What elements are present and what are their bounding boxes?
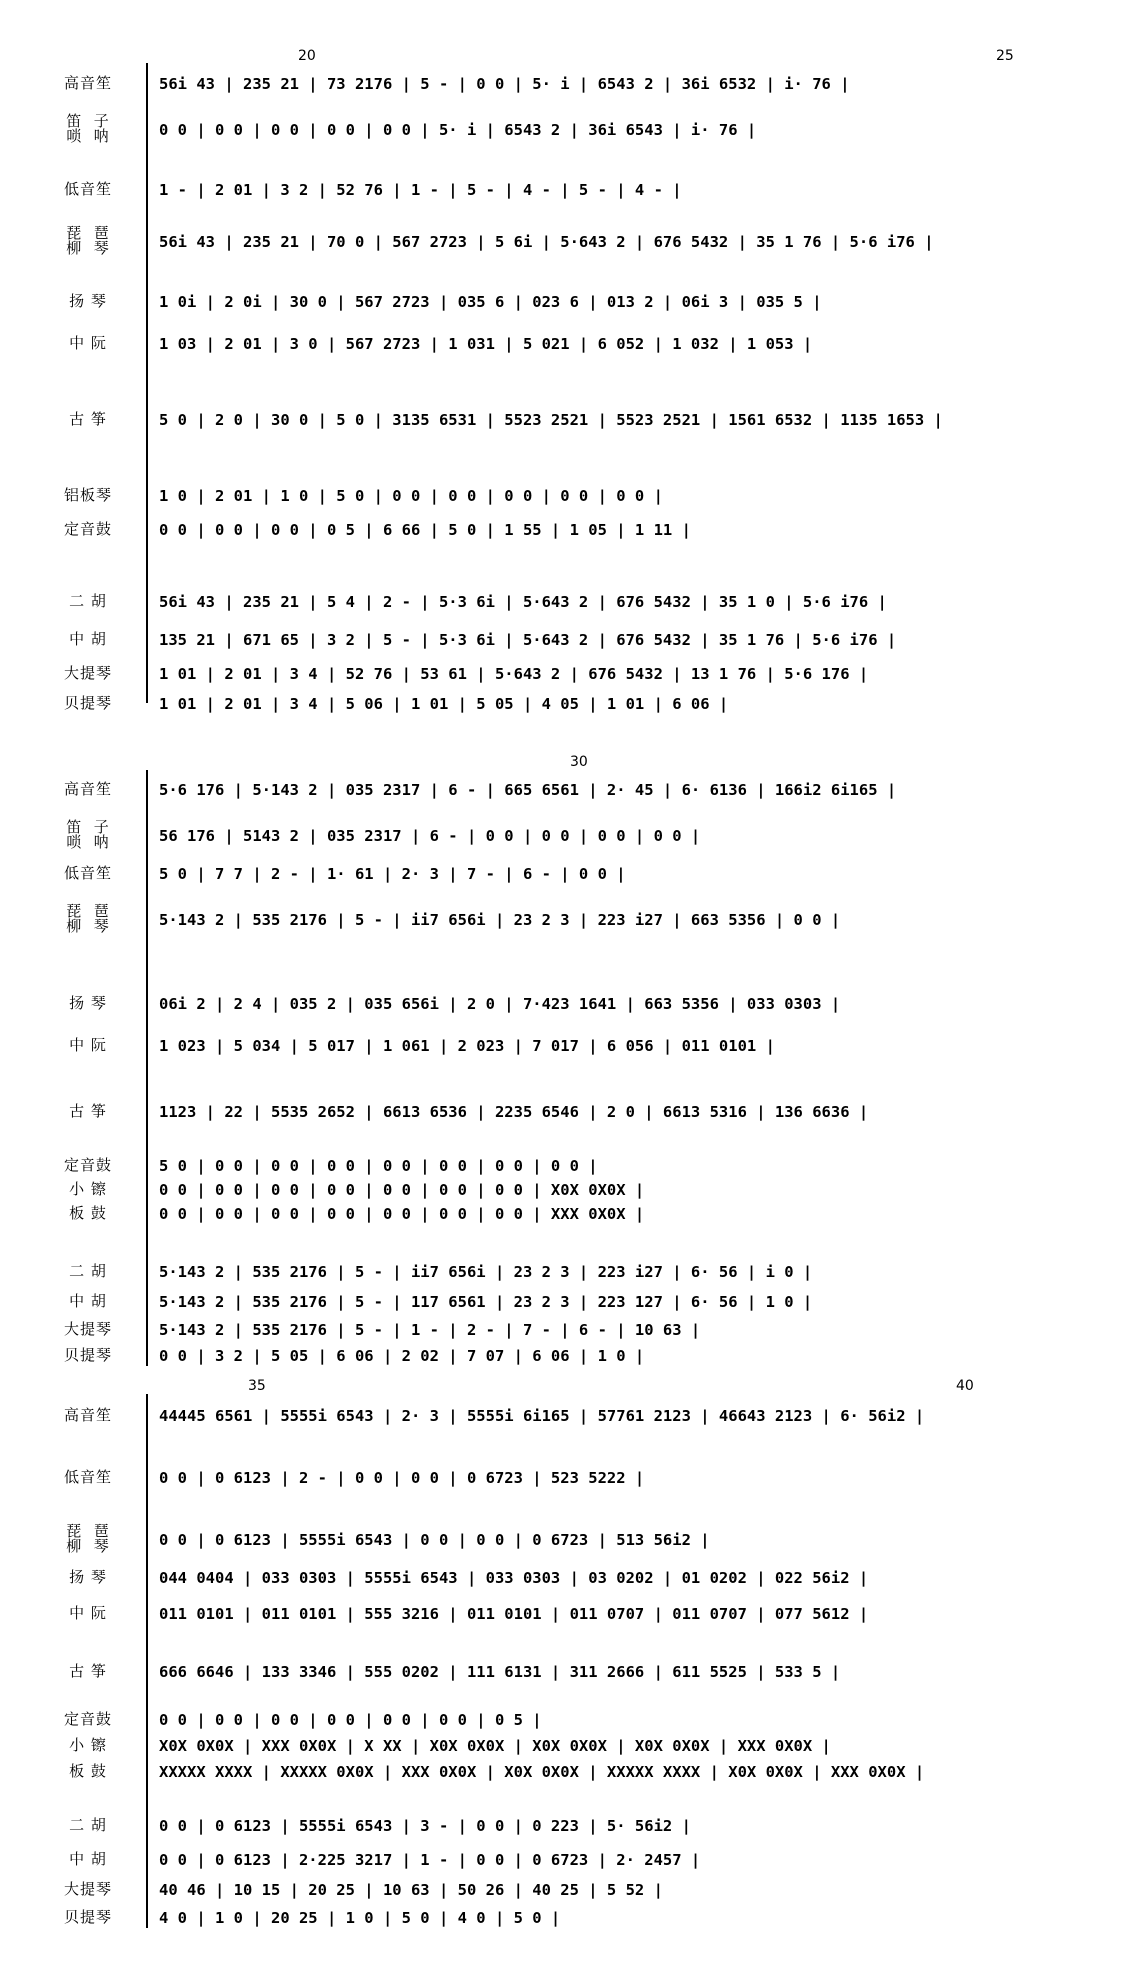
score-system-2 xyxy=(34,754,1102,1380)
instrument-label: 中 胡 xyxy=(69,1292,107,1310)
instrument-label: 板 鼓 xyxy=(69,1762,107,1780)
measure-number-30: 30 xyxy=(570,754,588,770)
notation-line: 44445 6561 | 5555i 6543 | 2· 3 | 5555i 6i165 | 57761 2123 | 46643 2123 | 6· 56i2 | xyxy=(159,1407,925,1425)
staff-row xyxy=(34,1180,1102,1200)
staff-row xyxy=(34,592,1102,612)
notation-line: 0 0 | 0 0 | 0 0 | 0 0 | 0 0 | 0 0 | 0 0 | XXX 0X0X | xyxy=(159,1205,645,1223)
staff-row xyxy=(34,1908,1102,1928)
notation-line: 5·6 176 | 5·143 2 | 035 2317 | 6 - | 665 6561 | 2· 45 | 6· 6136 | 166i2 6i165 | xyxy=(159,781,897,799)
staff-row xyxy=(34,112,1102,145)
notation-line: 0 0 | 3 2 | 5 05 | 6 06 | 2 02 | 7 07 | 6 06 | 1 0 | xyxy=(159,1347,645,1365)
notation-line: 5 0 | 2 0 | 30 0 | 5 0 | 3135 6531 | 5523 2521 | 5523 2521 | 1561 6532 | 1135 1653 | xyxy=(159,411,943,429)
notation-line: 56 176 | 5143 2 | 035 2317 | 6 - | 0 0 | 0 0 | 0 0 | 0 0 | xyxy=(159,827,701,845)
notation-line: 56i 43 | 235 21 | 73 2176 | 5 - | 0 0 | 5· i | 6543 2 | 36i 6532 | i· 76 | xyxy=(159,75,850,93)
notation-line: 135 21 | 671 65 | 3 2 | 5 - | 5·3 6i | 5·643 2 | 676 5432 | 35 1 76 | 5·6 i76 | xyxy=(159,631,897,649)
instrument-label: 小 镲 xyxy=(69,1736,107,1754)
score-page xyxy=(34,30,1102,1940)
staff-row xyxy=(34,902,1102,935)
instrument-label: 贝提琴 xyxy=(63,694,112,712)
instrument-label: 琵 琶 柳 琴 xyxy=(66,902,110,935)
notation-line: 56i 43 | 235 21 | 5 4 | 2 - | 5·3 6i | 5·643 2 | 676 5432 | 35 1 0 | 5·6 i76 | xyxy=(159,593,887,611)
notation-line: X0X 0X0X | XXX 0X0X | X XX | X0X 0X0X | X0X 0X0X | X0X 0X0X | XXX 0X0X | xyxy=(159,1737,831,1755)
instrument-label: 低音笙 xyxy=(63,180,112,198)
instrument-label: 中 阮 xyxy=(69,1036,107,1054)
measure-number-35: 35 xyxy=(248,1378,266,1394)
staff-row xyxy=(34,1880,1102,1900)
notation-line: 1 - | 2 01 | 3 2 | 52 76 | 1 - | 5 - | 4 - | 5 - | 4 - | xyxy=(159,181,682,199)
notation-line: 5 0 | 7 7 | 2 - | 1· 61 | 2· 3 | 7 - | 6 - | 0 0 | xyxy=(159,865,626,883)
instrument-label: 高音笙 xyxy=(63,780,112,798)
instrument-label: 笛 子 唢 呐 xyxy=(66,818,110,851)
notation-line: 1 0 | 2 01 | 1 0 | 5 0 | 0 0 | 0 0 | 0 0 | 0 0 | 0 0 | xyxy=(159,487,663,505)
notation-line: 666 6646 | 133 3346 | 555 0202 | 111 6131 | 311 2666 | 611 5525 | 533 5 | xyxy=(159,1663,841,1681)
instrument-label: 古 筝 xyxy=(69,410,107,428)
notation-line: 4 0 | 1 0 | 20 25 | 1 0 | 5 0 | 4 0 | 5 0 | xyxy=(159,1909,561,1927)
notation-line: 0 0 | 0 6123 | 5555i 6543 | 3 - | 0 0 | 0 223 | 5· 56i2 | xyxy=(159,1817,691,1835)
notation-line: 5·143 2 | 535 2176 | 5 - | ii7 656i | 23 2 3 | 223 i27 | 663 5356 | 0 0 | xyxy=(159,911,841,929)
staff-row xyxy=(34,1522,1102,1555)
instrument-label: 古 筝 xyxy=(69,1102,107,1120)
instrument-label: 笛 子 唢 呐 xyxy=(66,112,110,145)
staff-row xyxy=(34,1710,1102,1730)
staff-row xyxy=(34,334,1102,354)
instrument-label: 中 阮 xyxy=(69,334,107,352)
staff-row xyxy=(34,224,1102,257)
staff-row xyxy=(34,630,1102,650)
instrument-label: 定音鼓 xyxy=(63,1710,112,1728)
staff-row xyxy=(34,1662,1102,1682)
notation-line: 0 0 | 0 0 | 0 0 | 0 0 | 0 0 | 5· i | 6543 2 | 36i 6543 | i· 76 | xyxy=(159,121,757,139)
instrument-label: 大提琴 xyxy=(63,664,112,682)
staff-row xyxy=(34,1406,1102,1426)
notation-line: 0 0 | 0 6123 | 2·225 3217 | 1 - | 0 0 | 0 6723 | 2· 2457 | xyxy=(159,1851,701,1869)
staff-row xyxy=(34,1102,1102,1122)
notation-line: 011 0101 | 011 0101 | 555 3216 | 011 0101 | 011 0707 | 011 0707 | 077 5612 | xyxy=(159,1605,869,1623)
staff-row xyxy=(34,994,1102,1014)
notation-line: 044 0404 | 033 0303 | 5555i 6543 | 033 0303 | 03 0202 | 01 0202 | 022 56i2 | xyxy=(159,1569,869,1587)
instrument-label: 铝板琴 xyxy=(63,486,112,504)
instrument-label: 小 镲 xyxy=(69,1180,107,1198)
instrument-label: 低音笙 xyxy=(63,1468,112,1486)
staff-row xyxy=(34,1036,1102,1056)
staff-row xyxy=(34,410,1102,430)
score-system-1 xyxy=(34,30,1102,713)
instrument-label: 扬 琴 xyxy=(69,1568,107,1586)
instrument-label: 低音笙 xyxy=(63,864,112,882)
notation-line: 1 023 | 5 034 | 5 017 | 1 061 | 2 023 | 7 017 | 6 056 | 011 0101 | xyxy=(159,1037,775,1055)
measure-number-25: 25 xyxy=(996,48,1014,64)
staff-row xyxy=(34,818,1102,851)
notation-line: 5 0 | 0 0 | 0 0 | 0 0 | 0 0 | 0 0 | 0 0 | 0 0 | xyxy=(159,1157,598,1175)
notation-line: 1 0i | 2 0i | 30 0 | 567 2723 | 035 6 | 023 6 | 013 2 | 06i 3 | 035 5 | xyxy=(159,293,822,311)
notation-line: 06i 2 | 2 4 | 035 2 | 035 656i | 2 0 | 7·423 1641 | 663 5356 | 033 0303 | xyxy=(159,995,841,1013)
notation-line: 0 0 | 0 6123 | 5555i 6543 | 0 0 | 0 0 | 0 6723 | 513 56i2 | xyxy=(159,1531,710,1549)
staff-row xyxy=(34,520,1102,540)
notation-line: 5·143 2 | 535 2176 | 5 - | 117 6561 | 23 2 3 | 223 127 | 6· 56 | 1 0 | xyxy=(159,1293,813,1311)
instrument-label: 扬 琴 xyxy=(69,292,107,310)
instrument-label: 二 胡 xyxy=(69,592,107,610)
staff-row xyxy=(34,1568,1102,1588)
staff-row xyxy=(34,780,1102,800)
instrument-label: 板 鼓 xyxy=(69,1204,107,1222)
measure-number-20: 20 xyxy=(298,48,316,64)
instrument-label: 古 筝 xyxy=(69,1662,107,1680)
staff-row xyxy=(34,74,1102,94)
score-system-3 xyxy=(34,1378,1102,1940)
instrument-label: 定音鼓 xyxy=(63,520,112,538)
instrument-label: 中 胡 xyxy=(69,1850,107,1868)
instrument-label: 高音笙 xyxy=(63,74,112,92)
staff-row xyxy=(34,292,1102,312)
instrument-label: 高音笙 xyxy=(63,1406,112,1424)
instrument-label: 琵 琶 柳 琴 xyxy=(66,224,110,257)
instrument-label: 定音鼓 xyxy=(63,1156,112,1174)
notation-line: 1 03 | 2 01 | 3 0 | 567 2723 | 1 031 | 5 021 | 6 052 | 1 032 | 1 053 | xyxy=(159,335,813,353)
instrument-label: 二 胡 xyxy=(69,1262,107,1280)
instrument-label: 大提琴 xyxy=(63,1880,112,1898)
staff-row xyxy=(34,1156,1102,1176)
staff-row xyxy=(34,1204,1102,1224)
notation-line: 56i 43 | 235 21 | 70 0 | 567 2723 | 5 6i | 5·643 2 | 676 5432 | 35 1 76 | 5·6 i76 | xyxy=(159,233,934,251)
notation-line: 40 46 | 10 15 | 20 25 | 10 63 | 50 26 | 40 25 | 5 52 | xyxy=(159,1881,663,1899)
staff-row xyxy=(34,1736,1102,1756)
notation-line: 0 0 | 0 0 | 0 0 | 0 0 | 0 0 | 0 0 | 0 0 | X0X 0X0X | xyxy=(159,1181,645,1199)
staff-row xyxy=(34,1292,1102,1312)
instrument-label: 贝提琴 xyxy=(63,1908,112,1926)
notation-line: XXXXX XXXX | XXXXX 0X0X | XXX 0X0X | X0X 0X0X | XXXXX XXXX | X0X 0X0X | XXX 0X0X | xyxy=(159,1763,925,1781)
notation-line: 0 0 | 0 0 | 0 0 | 0 5 | 6 66 | 5 0 | 1 55 | 1 05 | 1 11 | xyxy=(159,521,691,539)
instrument-label: 扬 琴 xyxy=(69,994,107,1012)
staff-row xyxy=(34,1346,1102,1366)
staff-row xyxy=(34,864,1102,884)
notation-line: 1123 | 22 | 5535 2652 | 6613 6536 | 2235 6546 | 2 0 | 6613 5316 | 136 6636 | xyxy=(159,1103,869,1121)
notation-line: 0 0 | 0 0 | 0 0 | 0 0 | 0 0 | 0 0 | 0 5 | xyxy=(159,1711,542,1729)
instrument-label: 琵 琶 柳 琴 xyxy=(66,1522,110,1555)
staff-row xyxy=(34,1468,1102,1488)
staff-row xyxy=(34,1320,1102,1340)
notation-line: 5·143 2 | 535 2176 | 5 - | 1 - | 2 - | 7 - | 6 - | 10 63 | xyxy=(159,1321,701,1339)
instrument-label: 二 胡 xyxy=(69,1816,107,1834)
instrument-label: 中 阮 xyxy=(69,1604,107,1622)
staff-row xyxy=(34,1604,1102,1624)
staff-row xyxy=(34,180,1102,200)
notation-line: 0 0 | 0 6123 | 2 - | 0 0 | 0 0 | 0 6723 | 523 5222 | xyxy=(159,1469,645,1487)
notation-line: 5·143 2 | 535 2176 | 5 - | ii7 656i | 23 2 3 | 223 i27 | 6· 56 | i 0 | xyxy=(159,1263,813,1281)
instrument-label: 大提琴 xyxy=(63,1320,112,1338)
staff-row xyxy=(34,1262,1102,1282)
instrument-label: 中 胡 xyxy=(69,630,107,648)
staff-row xyxy=(34,486,1102,506)
staff-row xyxy=(34,694,1102,714)
notation-line: 1 01 | 2 01 | 3 4 | 52 76 | 53 61 | 5·643 2 | 676 5432 | 13 1 76 | 5·6 176 | xyxy=(159,665,869,683)
instrument-label: 贝提琴 xyxy=(63,1346,112,1364)
staff-row xyxy=(34,1850,1102,1870)
staff-row xyxy=(34,1762,1102,1782)
staff-row xyxy=(34,1816,1102,1836)
notation-line: 1 01 | 2 01 | 3 4 | 5 06 | 1 01 | 5 05 | 4 05 | 1 01 | 6 06 | xyxy=(159,695,729,713)
measure-number-40: 40 xyxy=(956,1378,974,1394)
staff-row xyxy=(34,664,1102,684)
